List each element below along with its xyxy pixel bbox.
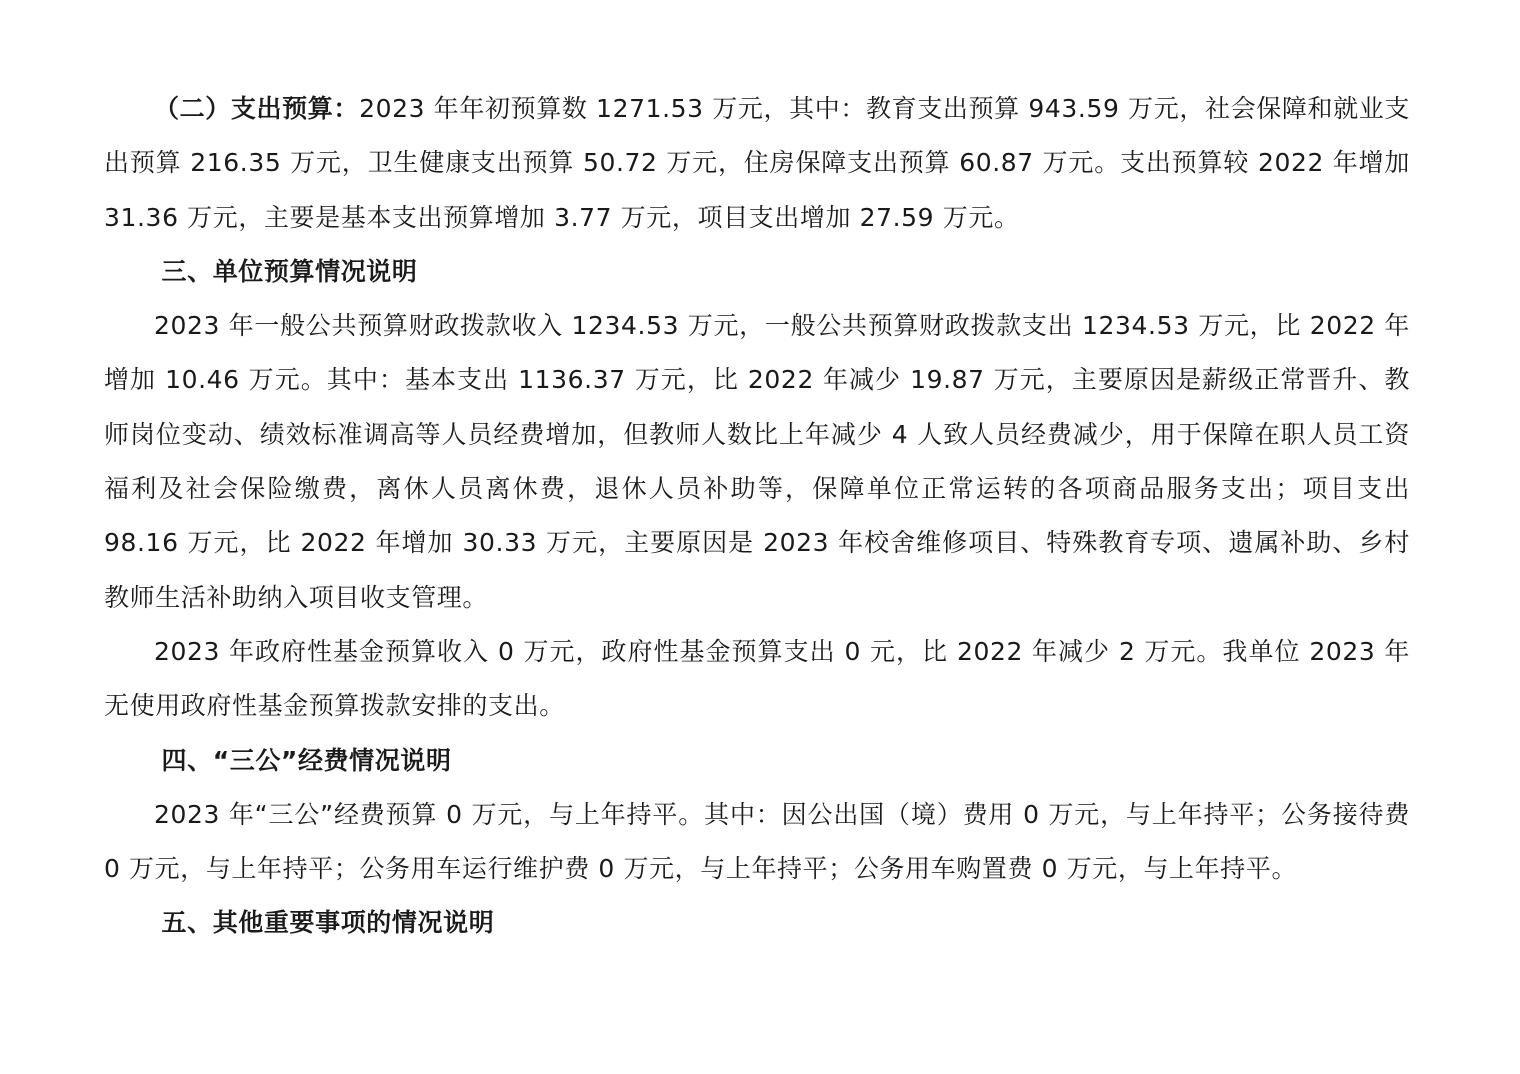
section-heading-unit-budget: 三、单位预算情况说明 [161, 256, 418, 286]
three-public-expenses-paragraph: 2023 年“三公”经费预算 0 万元，与上年持平。其中：因公出国（境）费用 0 万元，与上年持平；公务接待费 0 万元，与上年持平；公务用车运行维护费 0 万元，与上年持平；公务用车购置费 0 万元，与上年持平。 [104, 799, 1410, 884]
general-budget-paragraph: 2023 年一般公共预算财政拨款收入 1234.53 万元，一般公共预算财政拨款支出 1234.53 万元，比 2022 年增加 10.46 万元。其中：基本支出 1136.37 万元，比 2022 年减少 19.87 万元，主要原因是薪级正常晋升、教师岗位变动、绩效标准调高等人员经费增加，但教师人数比上年减少 4 人致人员经费减少，用于保障在职人员工资福利及社会保险缴费，离休人员离休费，退休人员补助等，保障单位正常运转的各项商品服务支出；项目支出 98.16 万元，比 2022 年增加 30.33 万元，主要原因是 2023 年校舍维修项目、特殊教育专项、遗属补助、乡村教师生活补助纳入项目收支管理。 [104, 311, 1410, 612]
section-heading-other-matters: 五、其他重要事项的情况说明 [161, 908, 495, 938]
document-page [104, 82, 1410, 951]
expenditure-budget-paragraph [104, 82, 1410, 245]
expenditure-budget-text: 2023 年年初预算数 1271.53 万元，其中：教育支出预算 943.59 万元，社会保障和就业支出预算 216.35 万元，卫生健康支出预算 50.72 万元，住房保障支出预算 60.87 万元。支出预算较 2022 年增加 31.36 万元，主要是基本支出预算增加 3.77 万元，项目支出增加 27.59 万元。 [104, 94, 1410, 232]
expenditure-budget-lead: （二）支出预算： [154, 94, 360, 123]
government-fund-paragraph: 2023 年政府性基金预算收入 0 万元，政府性基金预算支出 0 元，比 2022 年减少 2 万元。我单位 2023 年无使用政府性基金预算拨款安排的支出。 [104, 636, 1410, 721]
section-heading-three-public-expenses: 四、“三公”经费情况说明 [161, 745, 452, 775]
